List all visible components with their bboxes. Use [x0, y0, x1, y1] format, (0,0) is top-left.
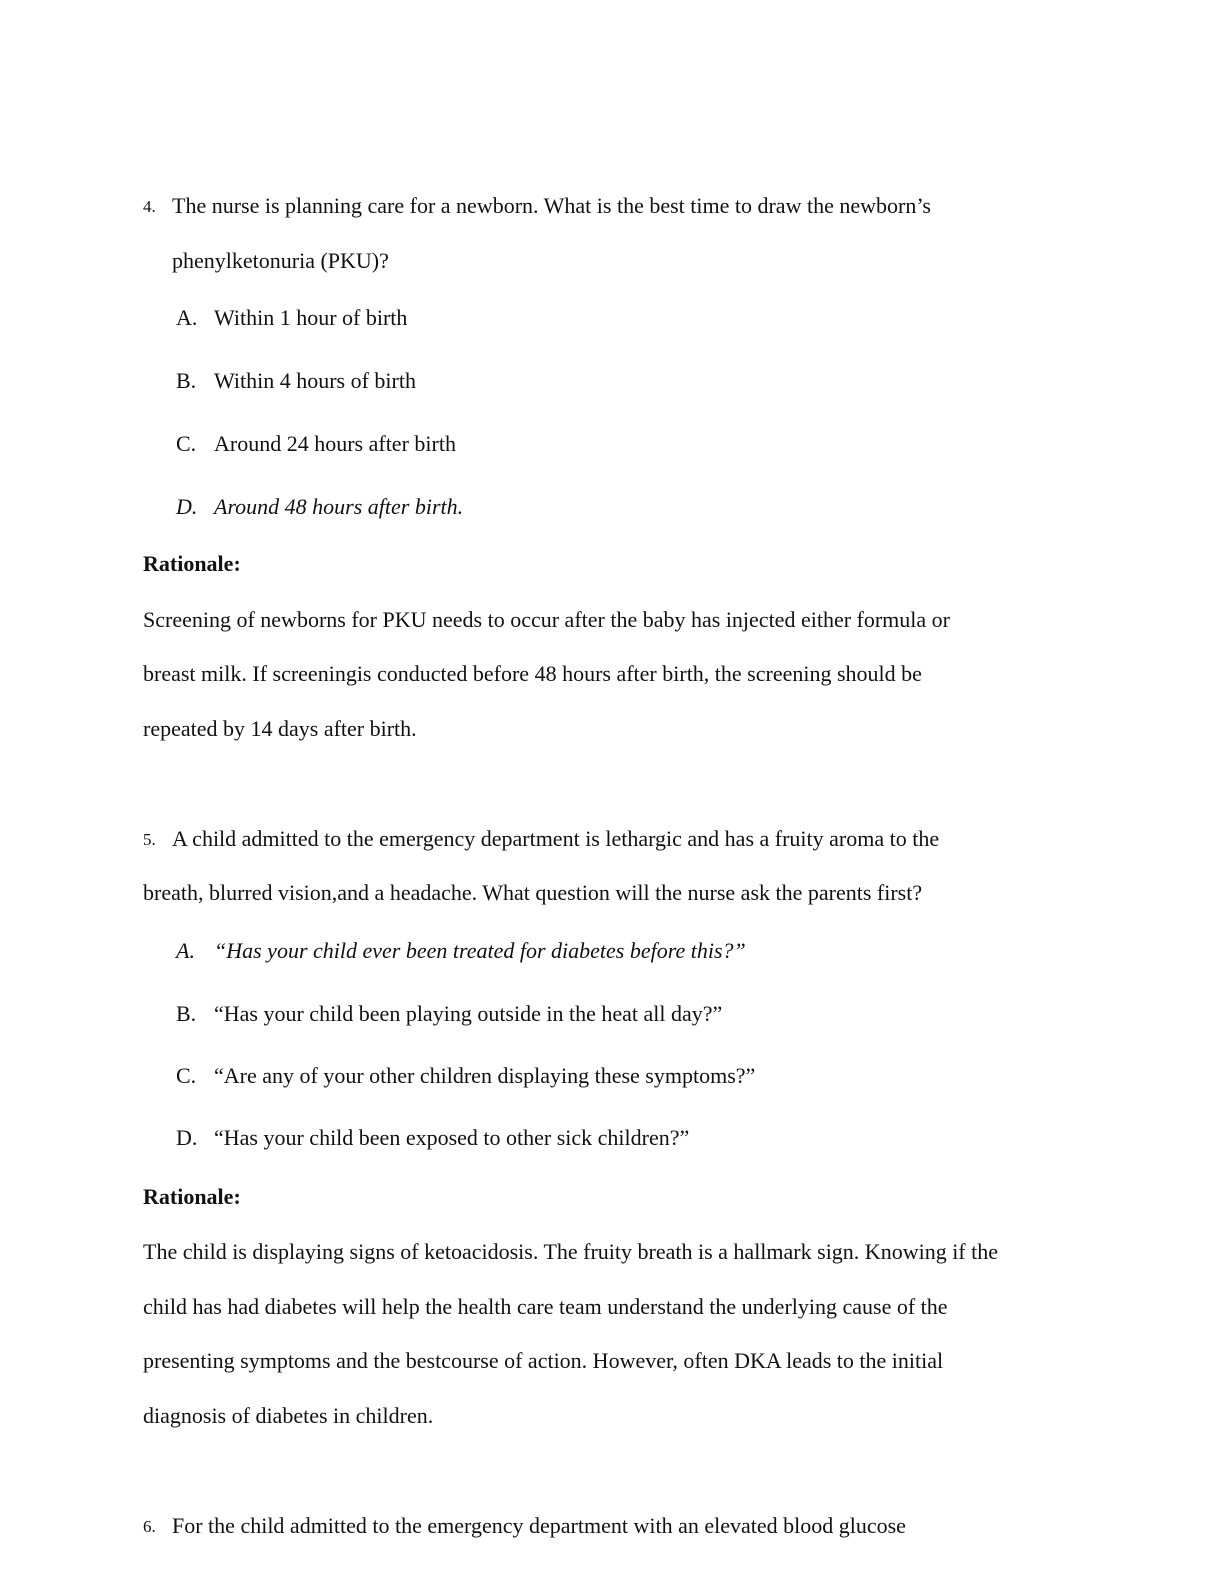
- option-a-text: Within 1 hour of birth: [214, 305, 408, 330]
- question-stem-line: breath, blurred vision,and a headache. What question will the nurse ask the parents first?: [143, 880, 923, 905]
- option-b-text: Within 4 hours of birth: [214, 368, 416, 393]
- rationale-line: Screening of newborns for PKU needs to occur after the baby has injected either formula or: [143, 607, 950, 632]
- question-number: 4.: [143, 197, 156, 216]
- question-stem-line: A child admitted to the emergency department is lethargic and has a fruity aroma to the: [172, 826, 940, 851]
- question-stem-line: For the child admitted to the emergency department with an elevated blood glucose: [172, 1513, 906, 1538]
- option-d-letter: D.: [176, 494, 198, 519]
- rationale-line: presenting symptoms and the bestcourse of action. However, often DKA leads to the initial: [143, 1348, 944, 1373]
- rationale-line: The child is displaying signs of ketoacidosis. The fruity breath is a hallmark sign. Knowing if the: [143, 1239, 999, 1264]
- option-a-letter: A.: [176, 305, 198, 330]
- rationale-heading: Rationale:: [143, 551, 241, 576]
- option-c-letter: C.: [176, 1063, 197, 1088]
- option-d-text-correct: Around 48 hours after birth.: [214, 494, 464, 519]
- question-stem-line: The nurse is planning care for a newborn. What is the best time to draw the newborn’s: [172, 193, 931, 218]
- option-d-text: “Has your child been exposed to other sick children?”: [214, 1125, 690, 1150]
- rationale-heading: Rationale:: [143, 1184, 241, 1209]
- rationale-line: breast milk. If screeningis conducted before 48 hours after birth, the screening should be: [143, 661, 922, 686]
- option-a-letter: A.: [176, 938, 195, 963]
- question-number: 6.: [143, 1517, 156, 1536]
- option-c-letter: C.: [176, 431, 197, 456]
- option-d-letter: D.: [176, 1125, 198, 1150]
- rationale-line: repeated by 14 days after birth.: [143, 716, 417, 741]
- option-c-text: “Are any of your other children displaying these symptoms?”: [214, 1063, 756, 1088]
- question-number: 5.: [143, 830, 156, 849]
- option-c-text: Around 24 hours after birth: [214, 431, 456, 456]
- option-b-letter: B.: [176, 1001, 197, 1026]
- option-a-text-correct: “Has your child ever been treated for diabetes before this?”: [214, 938, 746, 963]
- rationale-line: child has had diabetes will help the health care team understand the underlying cause of the: [143, 1294, 948, 1319]
- option-b-text: “Has your child been playing outside in the heat all day?”: [214, 1001, 723, 1026]
- rationale-line: diagnosis of diabetes in children.: [143, 1403, 434, 1428]
- option-b-letter: B.: [176, 368, 197, 393]
- question-stem-line: phenylketonuria (PKU)?: [172, 248, 389, 273]
